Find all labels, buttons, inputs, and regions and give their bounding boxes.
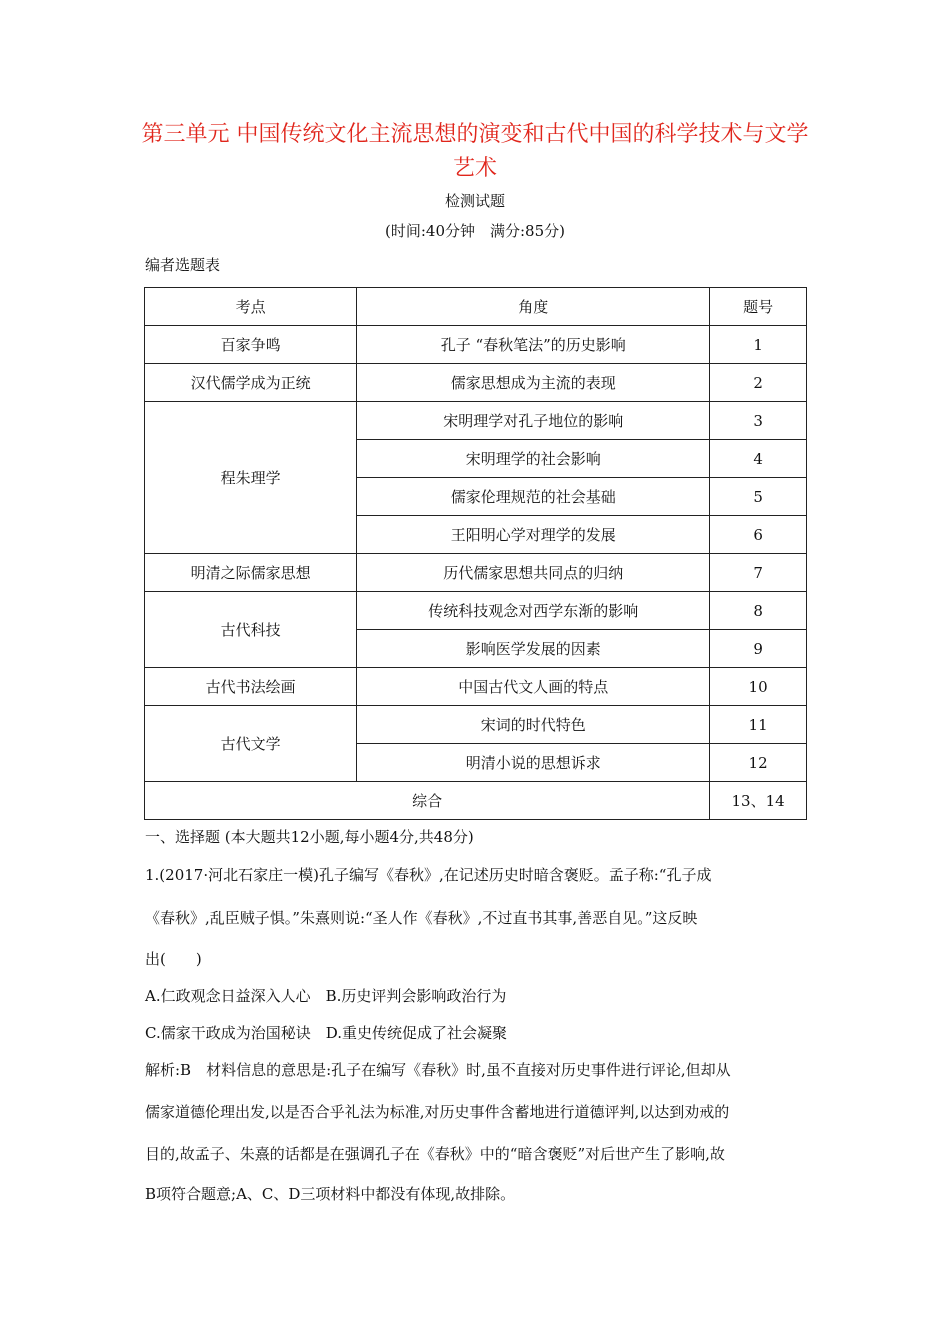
- topic-cell: 古代书法绘画: [145, 668, 357, 706]
- answer-option-line: A.仁政观念日益深入人心 B.历史评判会影响政治行为: [145, 987, 507, 1005]
- number-cell: 5: [710, 478, 807, 516]
- number-cell: 6: [710, 516, 807, 554]
- angle-cell: 孔子 “春秋笔法”的历史影响: [357, 326, 710, 364]
- question-stem-line: 出( ): [145, 950, 202, 968]
- topic-cell: 明清之际儒家思想: [145, 554, 357, 592]
- test-subtitle: 检测试题: [444, 192, 505, 210]
- table-row: [145, 668, 807, 706]
- number-cell: 7: [710, 554, 807, 592]
- angle-cell: 传统科技观念对西学东渐的影响: [357, 592, 710, 630]
- topic-cell: 古代科技: [145, 592, 357, 668]
- angle-cell: 宋词的时代特色: [357, 706, 710, 744]
- table-row: [145, 592, 807, 630]
- table-row: [145, 364, 807, 402]
- time-info: (时间:40分钟 满分:85分): [385, 222, 565, 240]
- table-row: [145, 706, 807, 744]
- angle-cell: 明清小说的思想诉求: [357, 744, 710, 782]
- table-row: [145, 554, 807, 592]
- analysis-line: 目的,故孟子、朱熹的话都是在强调孔子在《春秋》中的“暗含褒贬”对后世产生了影响,故: [145, 1145, 725, 1163]
- topic-cell: 古代文学: [145, 706, 357, 782]
- angle-cell: 王阳明心学对理学的发展: [357, 516, 710, 554]
- table-caption: 编者选题表: [145, 256, 221, 274]
- number-cell: 9: [710, 630, 807, 668]
- angle-cell: 历代儒家思想共同点的归纳: [357, 554, 710, 592]
- number-cell: 1: [710, 326, 807, 364]
- topic-table: [144, 287, 807, 820]
- answer-option-line: C.儒家干政成为治国秘诀 D.重史传统促成了社会凝聚: [145, 1024, 507, 1042]
- topic-cell: 百家争鸣: [145, 326, 357, 364]
- number-cell: 11: [710, 706, 807, 744]
- header-angle: 角度: [357, 288, 710, 326]
- table-row: [145, 326, 807, 364]
- analysis-line: 儒家道德伦理出发,以是否合乎礼法为标准,对历史事件含蓄地进行道德评判,以达到劝戒的: [145, 1103, 730, 1121]
- number-cell: 2: [710, 364, 807, 402]
- number-cell: 10: [710, 668, 807, 706]
- table-row: [145, 402, 807, 440]
- header-number: 题号: [710, 288, 807, 326]
- number-cell: 3: [710, 402, 807, 440]
- angle-cell: 宋明理学的社会影响: [357, 440, 710, 478]
- section-heading: 一、选择题 (本大题共12小题,每小题4分,共48分): [145, 828, 474, 846]
- table-footer-row: [145, 782, 807, 820]
- table-header-row: [145, 288, 807, 326]
- angle-cell: 儒家思想成为主流的表现: [357, 364, 710, 402]
- analysis-line: B项符合题意;A、C、D三项材料中都没有体现,故排除。: [145, 1185, 516, 1203]
- angle-cell: 儒家伦理规范的社会基础: [357, 478, 710, 516]
- topic-cell: 程朱理学: [145, 402, 357, 554]
- angle-cell: 影响医学发展的因素: [357, 630, 710, 668]
- page-title: 第三单元 中国传统文化主流思想的演变和古代中国的科学技术与文学艺术: [141, 122, 809, 181]
- angle-cell: 宋明理学对孔子地位的影响: [357, 402, 710, 440]
- number-cell: 4: [710, 440, 807, 478]
- topic-cell: 汉代儒学成为正统: [145, 364, 357, 402]
- summary-cell: 综合: [145, 782, 710, 820]
- number-cell: 13、14: [710, 782, 807, 820]
- number-cell: 8: [710, 592, 807, 630]
- angle-cell: 中国古代文人画的特点: [357, 668, 710, 706]
- number-cell: 12: [710, 744, 807, 782]
- analysis-line: 解析:B 材料信息的意思是:孔子在编写《春秋》时,虽不直接对历史事件进行评论,但却从: [145, 1061, 731, 1079]
- question-stem-line: 1.(2017·河北石家庄一模)孔子编写《春秋》,在记述历史时暗含褒贬。孟子称:“孔子成: [145, 866, 712, 884]
- header-topic: 考点: [145, 288, 357, 326]
- question-stem-line: 《春秋》,乱臣贼子惧。”朱熹则说:“圣人作《春秋》,不过直书其事,善恶自见。”这反映: [145, 909, 698, 927]
